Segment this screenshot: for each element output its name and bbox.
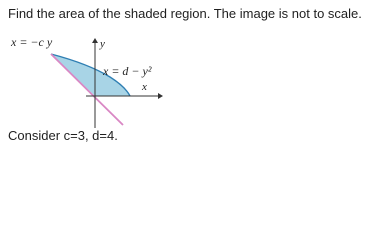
- x-axis-arrow: [158, 93, 163, 99]
- constants-note: Consider c=3, d=4.: [8, 128, 118, 143]
- x-axis-label: x: [142, 81, 147, 93]
- y-axis-arrow: [92, 38, 98, 43]
- y-axis-label: y: [100, 38, 105, 50]
- curve-label: x = d − y²: [103, 64, 152, 78]
- line-label: x = −c y: [11, 35, 53, 49]
- question-prompt: Find the area of the shaded region. The image is not to scale.: [8, 6, 362, 21]
